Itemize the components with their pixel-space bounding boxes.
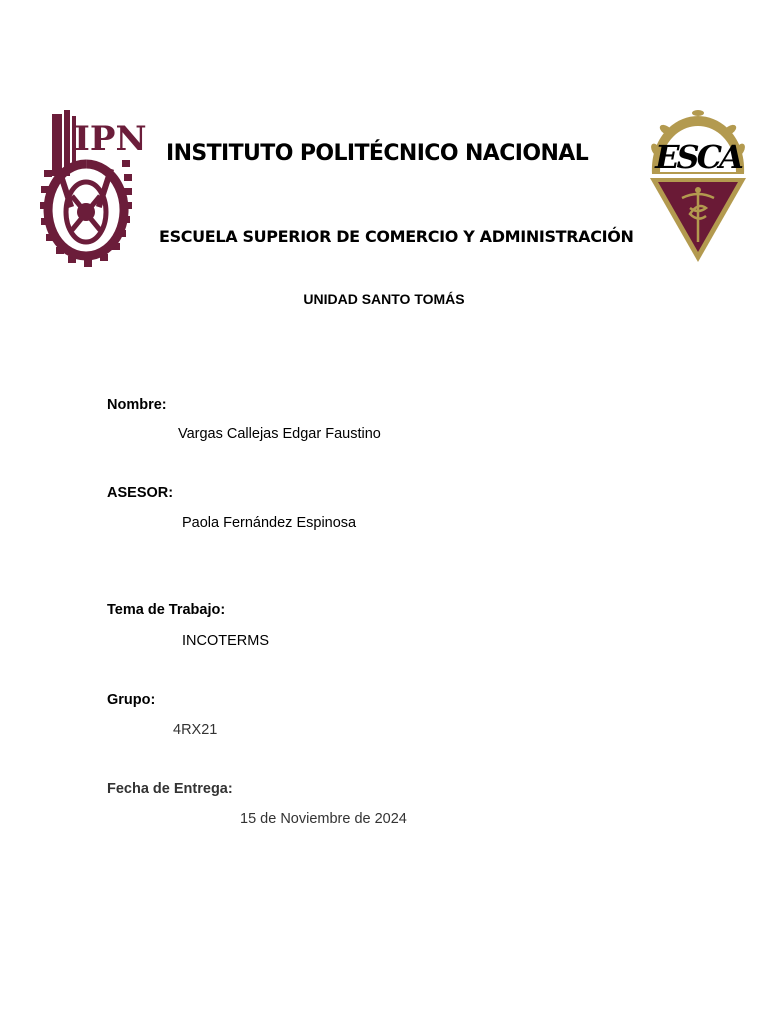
advisor-label: ASESOR:: [107, 485, 174, 501]
group-value: 4RX21: [173, 722, 218, 738]
name-value: Vargas Callejas Edgar Faustino: [178, 426, 381, 442]
institute-name: INSTITUTO POLITÉCNICO NACIONAL: [166, 141, 589, 166]
svg-text:IPN: IPN: [74, 119, 147, 159]
esca-logo: [644, 110, 752, 266]
topic-value: INCOTERMS: [182, 633, 269, 649]
group-label: Grupo:: [107, 692, 156, 708]
name-label: Nombre:: [107, 397, 167, 413]
topic-label: Tema de Trabajo:: [107, 602, 226, 618]
svg-text:ESCA: ESCA: [655, 138, 741, 176]
date-label: Fecha de Entrega:: [107, 781, 233, 797]
advisor-value: Paola Fernández Espinosa: [182, 515, 357, 531]
ipn-logo: [38, 106, 147, 272]
ipn-letters: [74, 119, 147, 159]
date-value: 15 de Noviembre de 2024: [240, 811, 407, 827]
unit-name: UNIDAD SANTO TOMÁS: [303, 291, 465, 307]
school-name: ESCUELA SUPERIOR DE COMERCIO Y ADMINISTRACIÓN: [159, 227, 634, 246]
